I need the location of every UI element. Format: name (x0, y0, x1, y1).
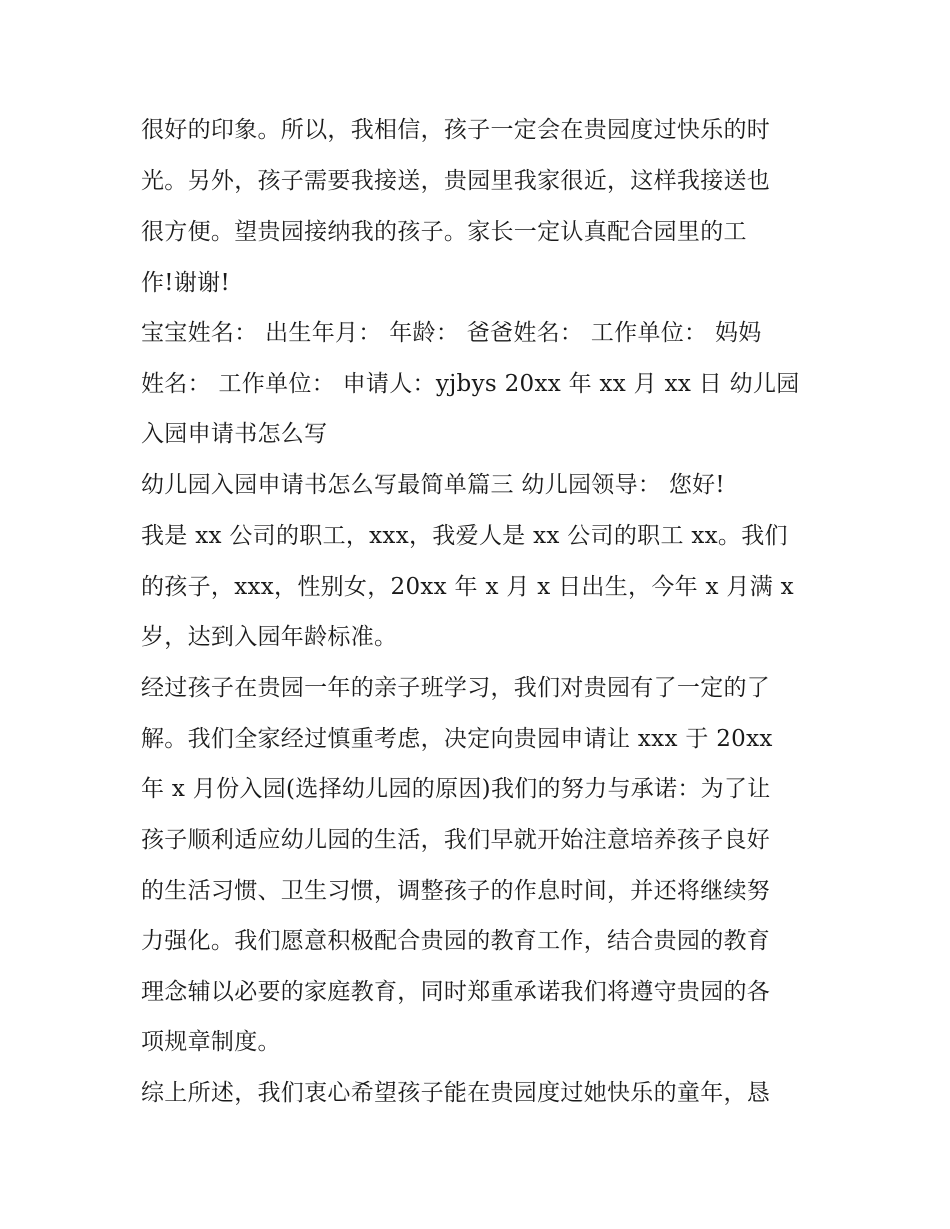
text-line: 作!谢谢! (141, 270, 230, 296)
text-line: 理念辅以必要的家庭教育，同时郑重承诺我们将遵守贵园的各 (141, 979, 771, 1005)
text-line: 我是 xx 公司的职工，xxx，我爱人是 xx 公司的职工 xx。我们 (141, 523, 788, 549)
text-line: 解。我们全家经过慎重考虑，决定向贵园申请让 xxx 于 20xx (141, 726, 773, 752)
text-line: 很好的印象。所以，我相信，孩子一定会在贵园度过快乐的时 (141, 117, 771, 143)
text-line: 年 x 月份入园(选择幼儿园的原因)我们的努力与承诺：为了让 (141, 776, 771, 802)
text-line: 孩子顺利适应幼儿园的生活，我们早就开始注意培养孩子良好 (141, 827, 771, 853)
text-line: 的生活习惯、卫生习惯，调整孩子的作息时间，并还将继续努 (141, 878, 771, 904)
text-line: 宝宝姓名： 出生年月： 年龄： 爸爸姓名： 工作单位： 妈妈 (141, 320, 762, 346)
text-line: 光。另外，孩子需要我接送，贵园里我家很近，这样我接送也 (141, 168, 771, 194)
text-line: 力强化。我们愿意积极配合贵园的教育工作，结合贵园的教育 (141, 928, 771, 954)
text-line: 的孩子，xxx，性别女，20xx 年 x 月 x 日出生，今年 x 月满 x (141, 574, 794, 600)
text-line: 综上所述，我们衷心希望孩子能在贵园度过她快乐的童年，恳 (141, 1080, 771, 1106)
text-line: 岁，达到入园年龄标准。 (141, 624, 398, 650)
text-line: 项规章制度。 (141, 1029, 281, 1055)
text-line: 姓名： 工作单位： 申请人：yjbys 20xx 年 xx 月 xx 日 幼儿园 (141, 371, 800, 397)
text-line: 经过孩子在贵园一年的亲子班学习，我们对贵园有了一定的了 (141, 675, 771, 701)
text-line: 很方便。望贵园接纳我的孩子。家长一定认真配合园里的工 (141, 219, 747, 245)
text-line: 幼儿园入园申请书怎么写最简单篇三 幼儿园领导： 您好! (141, 472, 725, 498)
text-line: 入园申请书怎么写 (141, 421, 328, 447)
